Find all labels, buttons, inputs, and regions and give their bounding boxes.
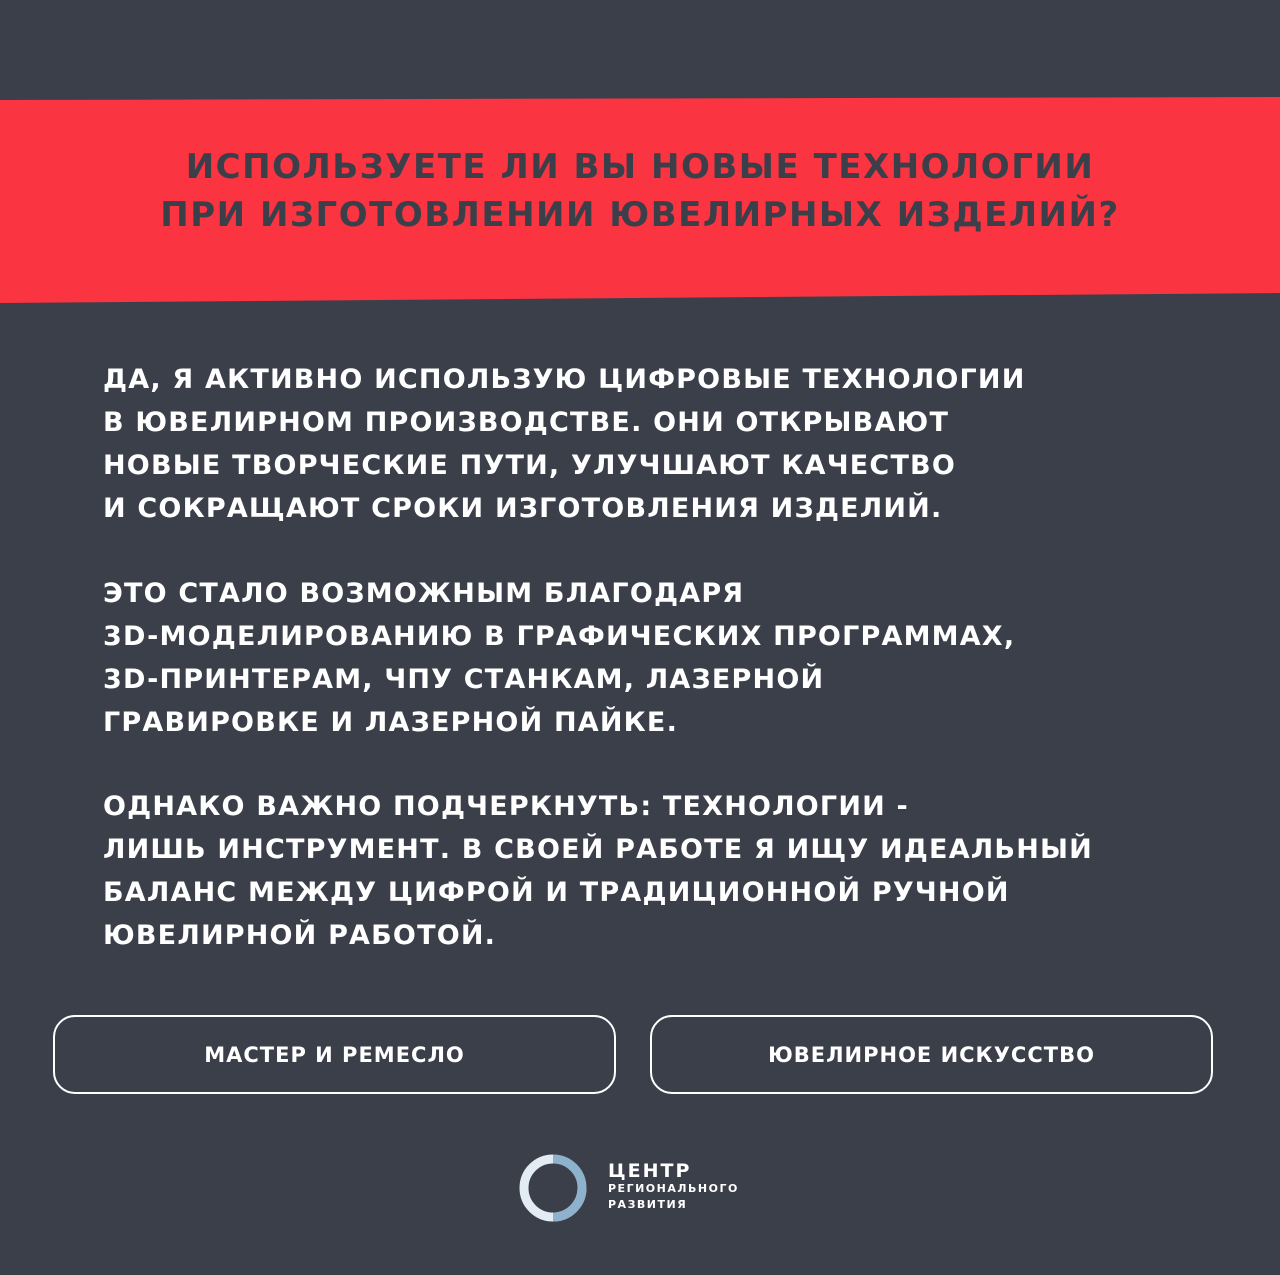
question-line-2: ПРИ ИЗГОТОВЛЕНИИ ЮВЕЛИРНЫХ ИЗДЕЛИЙ? — [160, 195, 1120, 235]
answer-line: ГРАВИРОВКЕ И ЛАЗЕРНОЙ ПАЙКЕ. — [103, 707, 679, 738]
answer-line: 3D-МОДЕЛИРОВАНИЮ В ГРАФИЧЕСКИХ ПРОГРАММАХ, — [103, 621, 1016, 652]
logo-line-1: ЦЕНТР — [608, 1160, 692, 1182]
answer-line: ДА, Я АКТИВНО ИСПОЛЬЗУЮ ЦИФРОВЫЕ ТЕХНОЛОГИИ — [103, 364, 1026, 395]
answer-line: БАЛАНС МЕЖДУ ЦИФРОЙ И ТРАДИЦИОННОЙ РУЧНОЙ — [103, 877, 1010, 908]
answer-line: ЛИШЬ ИНСТРУМЕНТ. В СВОЕЙ РАБОТЕ Я ИЩУ ИДЕАЛЬНЫЙ — [103, 834, 1093, 865]
answer-line: 3D-ПРИНТЕРАМ, ЧПУ СТАНКАМ, ЛАЗЕРНОЙ — [103, 664, 825, 695]
center-logo — [518, 1153, 788, 1225]
answer-line: В ЮВЕЛИРНОМ ПРОИЗВОДСТВЕ. ОНИ ОТКРЫВАЮТ — [103, 407, 950, 438]
tag-master-and-craft[interactable]: МАСТЕР И РЕМЕСЛО — [53, 1015, 616, 1094]
answer-line: ЮВЕЛИРНОЙ РАБОТОЙ. — [103, 920, 497, 951]
ring-logo-icon — [518, 1153, 588, 1223]
logo-line-3: РАЗВИТИЯ — [608, 1198, 688, 1211]
answer-line: ОДНАКО ВАЖНО ПОДЧЕРКНУТЬ: ТЕХНОЛОГИИ - — [103, 791, 909, 822]
answer-paragraph-3 — [103, 785, 1223, 957]
logo-text — [608, 1161, 739, 1213]
logo-line-2: РЕГИОНАЛЬНОГО — [608, 1182, 739, 1195]
answer-paragraph-2 — [103, 572, 1223, 744]
answer-line: И СОКРАЩАЮТ СРОКИ ИЗГОТОВЛЕНИЯ ИЗДЕЛИЙ. — [103, 493, 943, 524]
answer-line: ЭТО СТАЛО ВОЗМОЖНЫМ БЛАГОДАРЯ — [103, 578, 745, 609]
question-heading — [60, 143, 1220, 239]
question-line-1: ИСПОЛЬЗУЕТЕ ЛИ ВЫ НОВЫЕ ТЕХНОЛОГИИ — [185, 147, 1095, 187]
answer-paragraph-1 — [103, 358, 1223, 530]
tag-jewelry-art[interactable]: ЮВЕЛИРНОЕ ИСКУССТВО — [650, 1015, 1213, 1094]
answer-line: НОВЫЕ ТВОРЧЕСКИЕ ПУТИ, УЛУЧШАЮТ КАЧЕСТВО — [103, 450, 956, 481]
